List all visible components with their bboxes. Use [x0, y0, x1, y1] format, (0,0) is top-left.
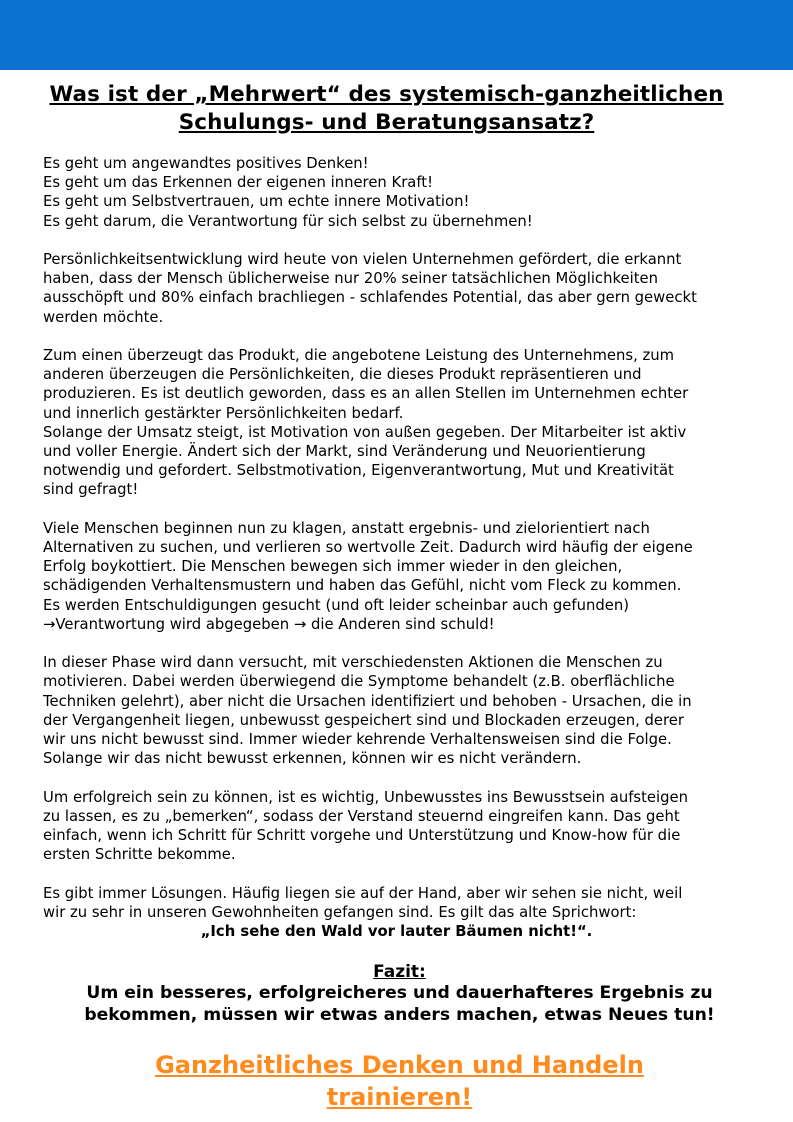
body-line: wir zu sehr in unseren Gewohnheiten gefangen sind. Es gilt das alte Sprichwort:	[43, 903, 637, 921]
title-line-2: Schulungs- und Beratungsansatz?	[178, 110, 595, 135]
body-line: der Vergangenheit liegen, unbewusst gespeichert sind und Blockaden erzeugen, derer	[43, 711, 684, 729]
body-line: zu lassen, es zu „bemerken“, sodass der Verstand steuernd eingreifen kann. Das geht	[43, 807, 680, 825]
body-line: anderen überzeugen die Persönlichkeiten, die dieses Produkt repräsentieren und	[43, 366, 642, 384]
body-line: →Verantwortung wird abgegeben → die Anderen sind schuld!	[43, 615, 495, 633]
body-line: Zum einen überzeugt das Produkt, die angebotene Leistung des Unternehmens, zum	[43, 347, 675, 364]
paragraph-gap	[43, 634, 768, 653]
body-line: Techniken gelehrt), aber nicht die Ursachen identifiziert und behoben - Ursachen, die in	[43, 692, 692, 710]
body-line: Alternativen zu suchen, und verlieren so wertvolle Zeit. Dadurch wird häufig der eigene	[43, 539, 693, 557]
header-bar	[0, 0, 793, 70]
body-line: werden möchte.	[43, 308, 164, 326]
body-line: schädigenden Verhaltensmustern und haben das Gefühl, nicht vom Fleck zu kommen.	[43, 577, 682, 595]
body-line: Solange wir das nicht bewusst erkennen, können wir es nicht verändern.	[43, 750, 582, 768]
title-line-1: Was ist der „Mehrwert“ des systemisch-ganzheitlichen	[49, 82, 724, 107]
body-line: Es werden Entschuldigungen gesucht (und oft leider scheinbar auch gefunden)	[43, 596, 630, 614]
body-line: Erfolg boykottiert. Die Menschen bewegen sich immer wieder in den gleichen,	[43, 558, 623, 576]
body-line: einfach, wenn ich Schritt für Schritt vorgehe und Unterstützung und Know-how für die	[43, 827, 681, 845]
paragraph-gap	[43, 231, 768, 250]
fazit-heading: Fazit:	[373, 962, 426, 982]
body-line: Solange der Umsatz steigt, ist Motivation von außen gegeben. Der Mitarbeiter ist aktiv	[43, 423, 687, 441]
body-line: Es geht um das Erkennen der eigenen inneren Kraft!	[43, 174, 434, 192]
fazit-line-2: bekommen, müssen wir etwas anders machen, etwas Neues tun!	[84, 1004, 715, 1025]
body-line: Persönlichkeitsentwicklung wird heute von vielen Unternehmen gefördert, die erkannt	[43, 251, 682, 268]
body-text	[43, 154, 768, 922]
body-line: haben, dass der Mensch üblicherweise nur 20% seiner tatsächlichen Möglichkeiten	[43, 270, 658, 288]
cta-line-1: Ganzheitliches Denken und Handeln	[155, 1051, 644, 1079]
body-line: motivieren. Dabei werden überwiegend die Symptome behandelt (z.B. oberflächliche	[43, 673, 675, 691]
cta-line-2: trainieren!	[326, 1083, 473, 1111]
body-line: produzieren. Es ist deutlich geworden, dass es an allen Stellen im Unternehmen echter	[43, 385, 689, 403]
fazit-text	[0, 983, 793, 1026]
body-line: Es geht darum, die Verantwortung für sich selbst zu übernehmen!	[43, 212, 533, 230]
body-line: sind gefragt!	[43, 481, 139, 499]
call-to-action-heading	[0, 1049, 793, 1113]
body-line: Es geht um Selbstvertrauen, um echte innere Motivation!	[43, 193, 470, 211]
paragraph-gap	[43, 864, 768, 883]
proverb-quote: „Ich sehe den Wald vor lauter Bäumen nicht!“.	[200, 923, 593, 940]
body-line: notwendig und gefordert. Selbstmotivation, Eigenverantwortung, Mut und Kreativität	[43, 462, 674, 480]
paragraph-gap	[43, 327, 768, 346]
body-line: In dieser Phase wird dann versucht, mit verschiedensten Aktionen die Menschen zu	[43, 654, 663, 672]
body-line: Um erfolgreich sein zu können, ist es wichtig, Unbewusstes ins Bewusstsein aufsteigen	[43, 788, 689, 806]
paragraph-gap	[43, 500, 768, 519]
body-line: wir uns nicht bewusst sind. Immer wieder kehrende Verhaltensweisen sind die Folge.	[43, 731, 672, 749]
body-line: Es geht um angewandtes positives Denken!	[43, 155, 369, 172]
page-title	[0, 81, 773, 137]
body-line: ersten Schritte bekomme.	[43, 846, 236, 864]
paragraph-gap	[43, 768, 768, 787]
body-line: ausschöpft und 80% einfach brachliegen - schlafendes Potential, das aber gern geweckt	[43, 289, 697, 307]
body-line: Es gibt immer Lösungen. Häufig liegen sie auf der Hand, aber wir sehen sie nicht, weil	[43, 884, 683, 902]
fazit-line-1: Um ein besseres, erfolgreicheres und dauerhafteres Ergebnis zu	[86, 983, 713, 1003]
body-line: Viele Menschen beginnen nun zu klagen, anstatt ergebnis- und zielorientiert nach	[43, 519, 650, 537]
body-line: und innerlich gestärkter Persönlichkeiten bedarf.	[43, 404, 404, 422]
body-line: und voller Energie. Ändert sich der Markt, sind Veränderung und Neuorientierung	[43, 443, 646, 461]
